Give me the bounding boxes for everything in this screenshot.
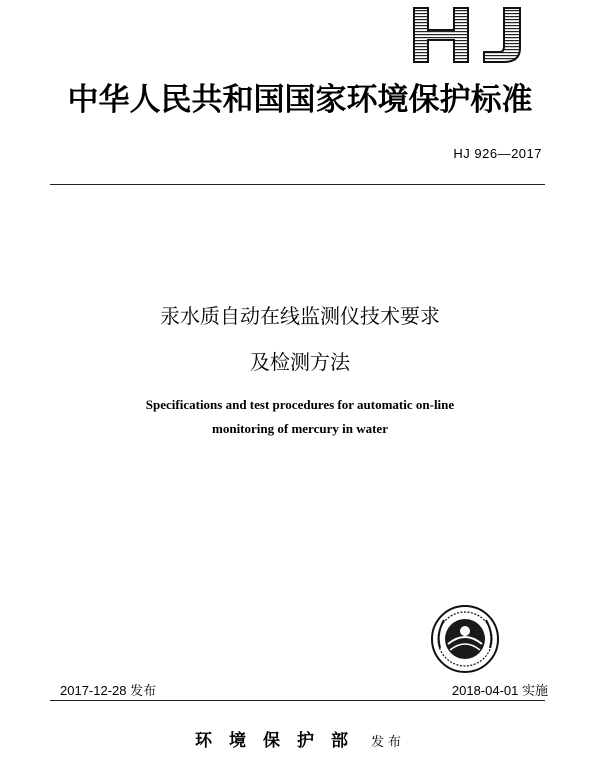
standard-number: HJ 926—2017 — [453, 146, 542, 161]
hj-logo-graphic — [408, 4, 532, 66]
emblem-icon — [430, 604, 500, 674]
publisher-action: 发布 — [370, 735, 405, 750]
publisher-organization: 环境保护部 — [195, 731, 366, 751]
publisher-line — [0, 726, 600, 751]
top-divider — [50, 184, 545, 185]
title-english-line-2: monitoring of mercury in water — [212, 421, 388, 436]
title-chinese-line-1: 汞水质自动在线监测仪技术要求 — [160, 304, 440, 328]
title-english-line-1: Specifications and test procedures for automatic on-line — [145, 397, 455, 412]
issue-date: 2017-12-28 发布 — [60, 683, 157, 698]
effective-date: 2018-04-01 实施 — [451, 683, 548, 698]
hj-logo — [408, 4, 532, 66]
bottom-divider — [50, 700, 545, 701]
title-chinese-line-2: 及检测方法 — [250, 350, 350, 374]
standard-category-heading: 中华人民共和国国家环境保护标准 — [67, 82, 533, 118]
